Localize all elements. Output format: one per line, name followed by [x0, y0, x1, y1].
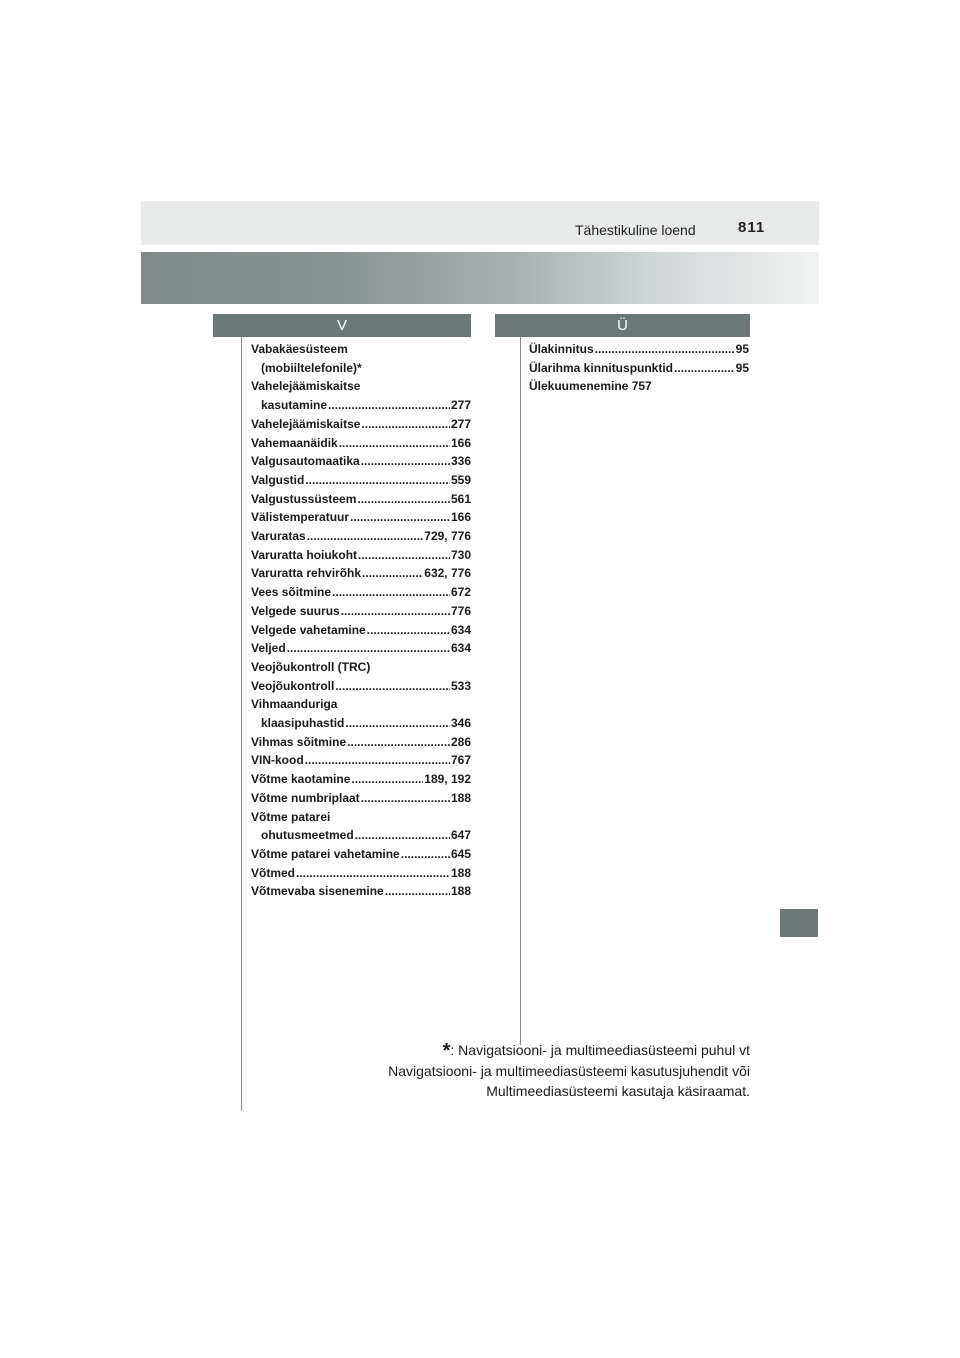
index-entry: Vees sõitmine ..... 672 — [251, 583, 471, 602]
index-entry: Valgustussüsteem ..... 561 — [251, 490, 471, 509]
index-list-v — [251, 340, 471, 901]
index-entry: kasutamine ..... 277 — [251, 396, 471, 415]
footnote-line-1: : Navigatsiooni- ja multimeediasüsteemi puhul vt — [450, 1042, 750, 1058]
index-entry: Välistemperatuur ..... 166 — [251, 508, 471, 527]
index-entry: Vahelejäämiskaitse ..... 277 — [251, 415, 471, 434]
chapter-tab-marker — [780, 909, 818, 937]
index-entry: Veljed ..... 634 — [251, 639, 471, 658]
footnote — [300, 1040, 750, 1101]
index-entry: Varuratta hoiukoht ..... 730 — [251, 546, 471, 565]
index-entry: Vabakäesüsteem — [251, 342, 348, 356]
index-entry: Ülakinnitus ..... 95 — [529, 340, 749, 359]
index-entry: Võtmed ..... 188 — [251, 864, 471, 883]
index-entry: Ülarihma kinnituspunktid ..... 95 — [529, 359, 749, 378]
column-divider — [520, 337, 521, 1045]
index-entry: Ülekuumenemine 757 — [529, 379, 652, 394]
footnote-line-2: Navigatsiooni- ja multimeediasüsteemi kasutusjuhendit või — [388, 1063, 750, 1079]
index-entry: Vihmas sõitmine ..... 286 — [251, 733, 471, 752]
index-entry: ohutusmeetmed ..... 647 — [251, 826, 471, 845]
footnote-star: * — [442, 1040, 451, 1062]
index-entry: Võtme patarei — [251, 809, 331, 824]
index-entry: Vahelejäämiskaitse — [251, 379, 361, 394]
index-entry: klaasipuhastid ..... 346 — [251, 714, 471, 733]
index-entry: (mobiiltelefonile)* — [261, 360, 362, 375]
index-entry: Võtme kaotamine ..... 189, 192 — [251, 770, 471, 789]
index-entry: Varuratas ..... 729, 776 — [251, 527, 471, 546]
chapter-gradient-band — [141, 252, 819, 304]
index-entry: Võtmevaba sisenemine ..... 188 — [251, 882, 471, 901]
index-entry: Vihmaanduriga — [251, 697, 338, 712]
letter-heading-u: Ü — [495, 314, 750, 337]
index-entry: Velgede suurus ..... 776 — [251, 602, 471, 621]
letter-heading-v: V — [213, 314, 471, 337]
index-entry: Veojõukontroll ..... 533 — [251, 677, 471, 696]
footnote-line-3: Multimeediasüsteemi kasutaja käsiraamat. — [486, 1083, 750, 1099]
index-entry: Valgusautomaatika ..... 336 — [251, 452, 471, 471]
index-entry: Valgustid ..... 559 — [251, 471, 471, 490]
index-entry: VIN-kood ..... 767 — [251, 751, 471, 770]
left-rule — [241, 337, 242, 1111]
index-entry: Võtme patarei vahetamine ..... 645 — [251, 845, 471, 864]
page-number: 811 — [738, 219, 766, 236]
section-title: Tähestikuline loend — [575, 222, 696, 238]
index-entry: Vahemaanäidik ..... 166 — [251, 434, 471, 453]
header-band — [141, 201, 819, 245]
index-entry: Veojõukontroll (TRC) — [251, 659, 371, 674]
index-entry: Varuratta rehvirõhk ..... 632, 776 — [251, 564, 471, 583]
index-entry: Velgede vahetamine ..... 634 — [251, 621, 471, 640]
index-entry: Võtme numbriplaat ..... 188 — [251, 789, 471, 808]
index-list-u — [529, 340, 749, 396]
